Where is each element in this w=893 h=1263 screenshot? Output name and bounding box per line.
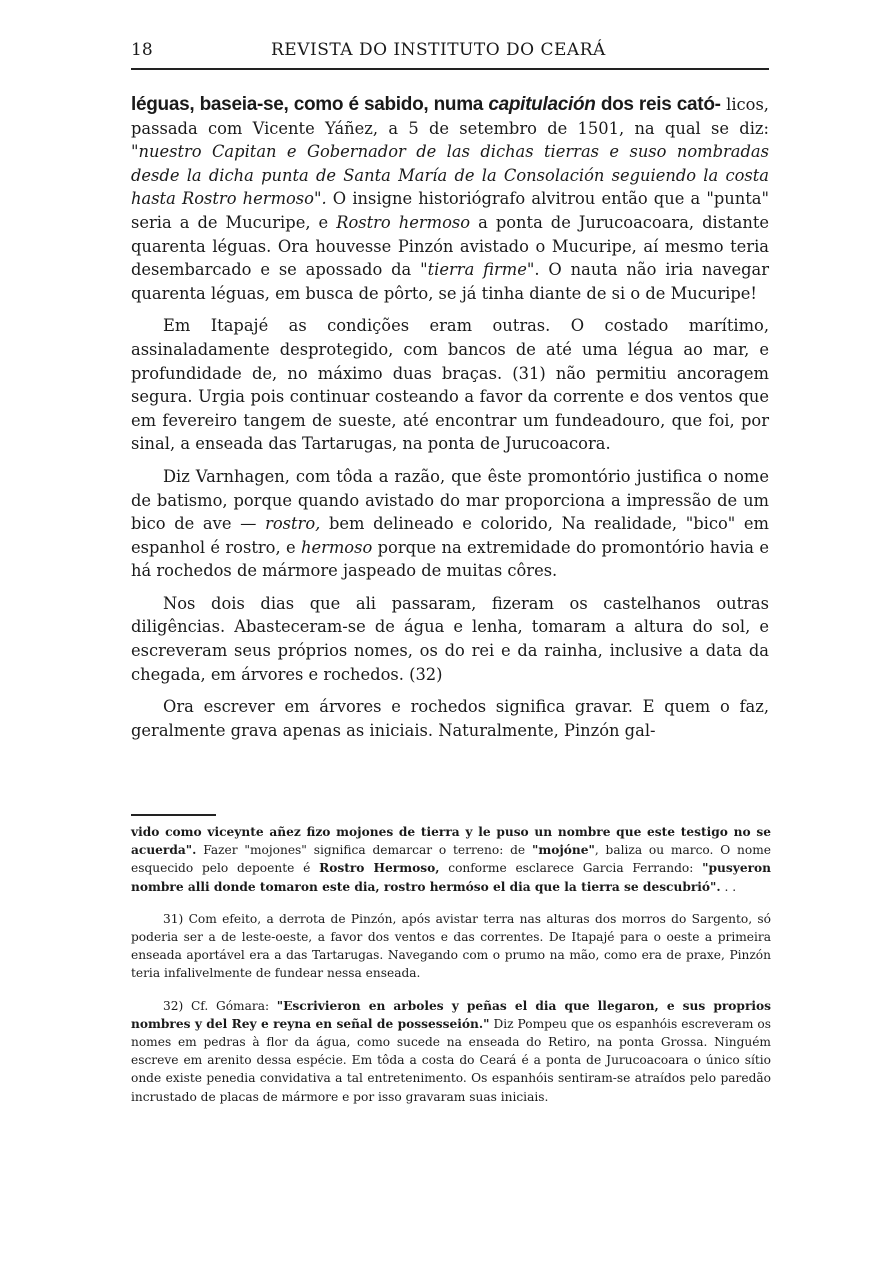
- running-title: REVISTA DO INSTITUTO DO CEARÁ: [271, 40, 606, 60]
- text-run: bem delineado e colorido, Na realidade, "bico" em espanhol é rostro, e: [131, 514, 769, 557]
- paragraph-3: [131, 465, 769, 583]
- quote-italic: "nuestro Capitan e Gobernador de las dichas tierras e suso nombradas desde la dicha punta de Santa María de la Consolación seguiendo la costa hasta Rostro hermoso".: [131, 142, 769, 209]
- bold-quote: "Escrivieron en arboles y peñas el dia que llegaron, e sus proprios nombres y del Rey e reyna en señal de possesseión.": [131, 998, 771, 1031]
- text-run: . O nauta não iria navegar quarenta léguas, em busca de pôrto, se já tinha diante de si o de Mucuripe!: [131, 260, 769, 303]
- bold-term: "mojóne": [531, 843, 595, 858]
- main-text: [131, 93, 769, 751]
- lead-text-end: dos reis cató-: [595, 94, 721, 115]
- italic-term: rostro,: [265, 514, 321, 534]
- italic-term: hermoso: [300, 537, 373, 557]
- text-run: , baliza ou marco. O nome esquecido pelo depoente é: [131, 843, 771, 876]
- footnote-rule: [131, 814, 216, 816]
- paragraph-4: Nos dois dias que ali passaram, fizeram os castelhanos outras diligências. Abasteceram-se de água e lenha, tomaram a altura do sol, e escreveram seus próprios nomes, os do rei e da rainha, inclusive a data da chegada, em árvores e rochedos. (32): [131, 593, 769, 684]
- text-run: O insigne historiógrafo alvitrou então que a "punta" seria a de Mucuripe, e: [131, 189, 769, 232]
- text-run: Diz Pompeu que os espanhóis escreveram os nomes em pedras à flor da água, como sucede na enseada do Retiro, na ponta Grossa. Ninguém escreve em arenito dessa espécie. Em tôda a costa do Ceará é a ponta de Jurucoacoara o único sítio onde existe penedia convidativa a tal entretenimento. Os espanhóis sentiram-se atraídos pelo paredão incrustado de placas de mármore e por isso gravaram suas iniciais.: [131, 1016, 771, 1104]
- italic-term: "tierra firme": [420, 260, 535, 280]
- text-run: a ponta de Jurucoacoara, distante quarenta léguas. Ora houvesse Pinzón avistado o Mucuripe, aí mesmo teria desembarcado e se apossado da: [131, 212, 769, 280]
- italic-term: Rostro hermoso: [336, 212, 471, 232]
- page-header: [131, 32, 769, 66]
- paragraph-1: [131, 93, 769, 305]
- paragraph-2: Em Itapajé as condições eram outras. O costado marítimo, assinaladamente desprotegido, com bancos de até uma légua ao mar, e profundidade de, no máximo duas braças. (31) não permitiu ancoragem segura. Urgia pois continuar costeando a favor da corrente e dos ventos que em fevereiro tangem de sueste, até encontrar um fundeadouro, que foi, por sinal, a enseada das Tartarugas, na ponta de Jurucoacora.: [131, 316, 769, 454]
- lead-text: léguas, baseia-se, como é sabido, numa: [131, 94, 489, 115]
- footnote-31: 31) Com efeito, a derrota de Pinzón, após avistar terra nas alturas dos morros do Sargento, só poderia ser a de leste-oeste, a favor dos ventos e das correntes. De Itapajé para o oeste a primeira enseada aportável era a das Tartarugas. Navegando com o prumo na mão, como era de praxe, Pinzón teria infalivelmente de fundear nessa enseada.: [131, 911, 771, 981]
- text-run: Diz Varnhagen, com tôda a razão, que êste promontório justifica o nome de batismo, porque quando avistado do mar proporciona a impressão de um bico de ave —: [131, 466, 769, 534]
- text-run: 32) Cf. Gómara:: [163, 998, 277, 1013]
- text-run: conforme esclarece Garcia Ferrando:: [439, 861, 703, 876]
- paragraph-5: Ora escrever em árvores e rochedos significa gravar. E quem o faz, geralmente grava apenas as iniciais. Naturalmente, Pinzón gal-: [131, 697, 769, 740]
- footnote-continuation: [131, 823, 771, 896]
- lead-italic: capitulación: [488, 94, 596, 115]
- footnote-32: [131, 997, 771, 1106]
- text-run: . .: [720, 879, 737, 894]
- page-number: 18: [131, 40, 153, 60]
- footnotes: [131, 823, 771, 1120]
- text-run: porque na extremidade do promontório havia e há rochedos de mármore jaspeado de muitas côres.: [131, 537, 769, 581]
- text-run: licos, passada com Vicente Yáñez, a 5 de setembro de 1501, na qual se diz:: [131, 95, 769, 138]
- bold-quote: "pusyeron nombre alli donde tomaron este dia, rostro hermóso el dia que la tierra se descubrió".: [131, 861, 771, 894]
- bold-term: Rostro Hermoso,: [319, 861, 440, 876]
- bold-quote: vido como viceynte añez fizo mojones de tierra y le puso un nombre que este testigo no se acuerda".: [131, 825, 771, 858]
- text-run: Fazer "mojones" significa demarcar o terreno: de: [196, 843, 532, 858]
- header-rule: [131, 68, 769, 70]
